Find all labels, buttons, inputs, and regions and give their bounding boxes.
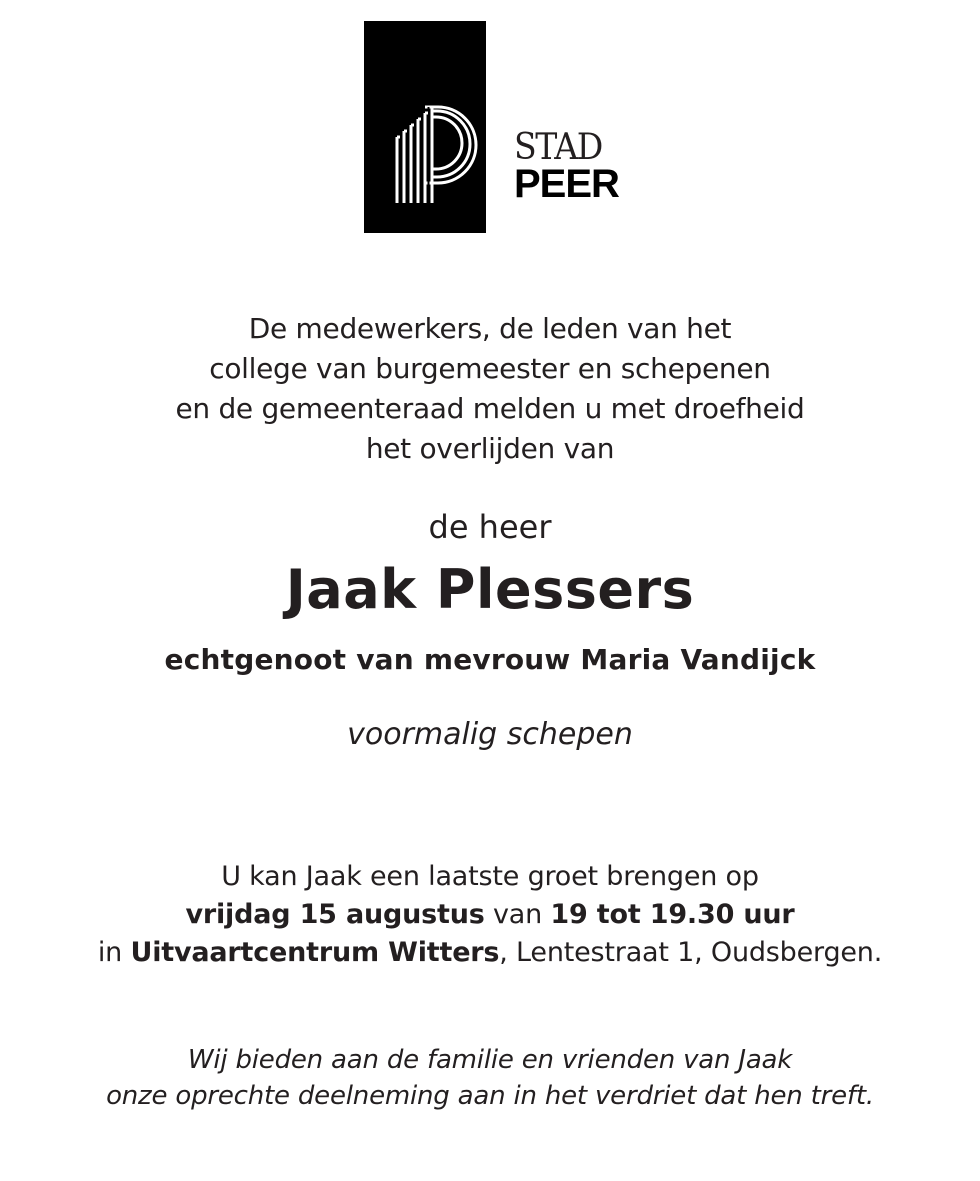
visitation-venue: Uitvaartcentrum Witters — [130, 937, 500, 968]
deceased-title-prefix: de heer — [428, 508, 552, 546]
city-logo-emblem — [364, 21, 486, 233]
deceased-spouse: echtgenoot van mevrouw Maria Vandijck — [164, 643, 816, 676]
intro-line: het overlijden van — [365, 432, 615, 465]
wordmark-stad: STAD — [514, 127, 602, 168]
visitation-joiner: van — [484, 899, 551, 930]
condolence-line: Wij bieden aan de familie en vrienden van Jaak — [187, 1045, 793, 1075]
visitation-location — [0, 934, 980, 972]
condolence-line: onze oprechte deelneming aan in het verdriet dat hen treft. — [106, 1081, 874, 1111]
visitation-line: U kan Jaak een laatste groet brengen op — [221, 861, 759, 892]
wordmark-peer: PEER — [514, 162, 619, 206]
announcement-intro — [0, 309, 980, 469]
peer-emblem-icon — [364, 21, 486, 233]
city-wordmark — [514, 127, 634, 206]
visitation-info — [0, 858, 980, 972]
visitation-address: , Lentestraat 1, Oudsbergen. — [499, 937, 883, 968]
visitation-schedule — [0, 896, 980, 934]
intro-line: en de gemeenteraad melden u met droefheid — [175, 392, 805, 425]
visitation-day: vrijdag 15 augustus — [185, 899, 485, 930]
deceased-role: voormalig schepen — [347, 717, 633, 752]
visitation-time: 19 tot 19.30 uur — [550, 899, 795, 930]
intro-line: De medewerkers, de leden van het — [248, 312, 732, 345]
visitation-in: in — [97, 937, 131, 968]
intro-line: college van burgemeester en schepenen — [209, 352, 771, 385]
deceased-name: Jaak Plessers — [285, 558, 695, 621]
condolence-message — [0, 1042, 980, 1114]
